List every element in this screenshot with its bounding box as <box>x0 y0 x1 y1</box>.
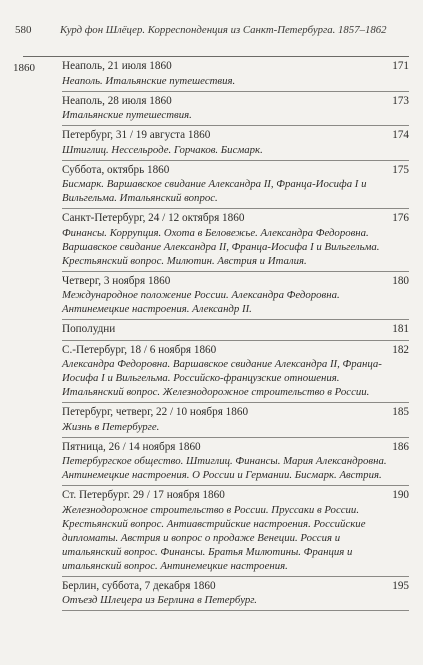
toc-entry[interactable] <box>62 126 409 161</box>
entry-heading <box>62 405 409 420</box>
running-title: Курд фон Шлёцер. Корреспонденция из Санкт-Петербурга. 1857–1862 <box>60 24 387 36</box>
running-header <box>15 24 409 38</box>
entry-description: Петербургское общество. Штиглиц. Финансы. Мария Александровна. Антинемецкие настроения. О России и Германии. Бисмарк. Австрия. <box>62 455 387 481</box>
entry-page-number: 190 <box>392 489 409 501</box>
entry-heading <box>62 211 409 226</box>
toc-entries <box>62 57 409 611</box>
toc-entry[interactable] <box>62 209 409 272</box>
toc-entry[interactable] <box>62 320 409 341</box>
toc-entry[interactable] <box>62 438 409 487</box>
entry-heading <box>62 274 409 289</box>
year-label: 1860 <box>13 62 35 74</box>
entry-description: Международное положение России. Александра Федоровна. Антинемецкие настроения. Александр II. <box>62 289 340 315</box>
entry-title: Ст. Петербург. 29 / 17 ноября 1860 <box>62 489 225 501</box>
entry-page-number: 181 <box>392 323 409 335</box>
toc-entry[interactable] <box>62 577 409 612</box>
entry-page-number: 173 <box>392 94 409 107</box>
entry-title: Петербург, четверг, 22 / 10 ноября 1860 <box>62 406 249 418</box>
entry-description: Александра Федоровна. Варшавское свидание Александра II, Франца-Иосифа I и Вильгельма. Российско-французские отношения. Итальянский вопрос. Железнодорожное строительство в России. <box>62 358 382 398</box>
entry-description: Железнодорожное строительство в России. Пруссаки в России. Крестьянский вопрос. Антиавстрийские настроения. Российские дипломаты. Австрия и вопрос о продаже Венеции. Россия и итальянский вопрос. Финансы. Братья Милютины. Франция и итальянский вопрос. Антинемецкие настроения. <box>62 503 366 572</box>
entry-description: Отъезд Шлецера из Берлина в Петербург. <box>62 594 258 606</box>
entry-description: Итальянские путешествия. <box>62 109 192 121</box>
entry-description: Штиглиц. Нессельроде. Горчаков. Бисмарк. <box>62 143 263 156</box>
entry-page-number: 195 <box>392 579 409 592</box>
entry-title: С.-Петербург, 18 / 6 ноября 1860 <box>62 343 217 356</box>
entry-title: Суббота, октябрь 1860 <box>62 163 170 176</box>
entry-heading <box>62 163 409 178</box>
toc-year-section <box>13 57 409 611</box>
toc-entry[interactable] <box>62 161 409 210</box>
toc-entry[interactable] <box>62 92 409 127</box>
entry-description: Неаполь. Итальянские путешествия. <box>62 74 236 87</box>
entry-title: Неаполь, 28 июля 1860 <box>62 94 172 107</box>
entry-title: Санкт-Петербург, 24 / 12 октября 1860 <box>62 212 245 224</box>
entry-page-number: 182 <box>392 343 409 356</box>
entry-title: Неаполь, 21 июля 1860 <box>62 60 172 72</box>
entry-title: Петербург, 31 / 19 августа 1860 <box>62 129 211 141</box>
entry-page-number: 176 <box>392 212 409 224</box>
entry-heading <box>62 343 409 358</box>
toc-entry[interactable] <box>62 403 409 438</box>
entry-description: Жизнь в Петербурге. <box>62 420 160 433</box>
entry-page-number: 180 <box>392 274 409 287</box>
toc-entry[interactable] <box>62 486 409 577</box>
toc-entry[interactable] <box>62 341 409 404</box>
entry-heading <box>62 94 409 109</box>
entry-page-number: 186 <box>392 440 409 453</box>
entry-title: Пятница, 26 / 14 ноября 1860 <box>62 440 201 453</box>
toc-entry[interactable] <box>62 57 409 92</box>
entry-page-number: 174 <box>392 129 409 141</box>
entry-heading <box>62 579 409 594</box>
entry-heading <box>62 128 409 143</box>
toc-entry[interactable] <box>62 272 409 321</box>
entry-title: Берлин, суббота, 7 декабря 1860 <box>62 579 216 592</box>
entry-page-number: 175 <box>392 163 409 176</box>
entry-heading <box>62 59 409 74</box>
entry-heading <box>62 488 409 503</box>
entry-title: Пополудни <box>62 323 116 335</box>
entry-description: Бисмарк. Варшавское свидание Александра II, Франца-Иосифа I и Вильгельма. Итальянский вопрос. <box>62 178 367 204</box>
table-of-contents <box>13 57 409 611</box>
entry-description: Финансы. Коррупция. Охота в Беловежье. Александра Федоровна. Варшавское свидание Александра II, Франца-Иосифа I и Вильгельма. Крестьянский вопрос. Милютин. Австрия и Италия. <box>62 226 380 267</box>
entry-heading <box>62 322 409 337</box>
page-number: 580 <box>15 24 32 36</box>
entry-page-number: 185 <box>392 406 409 418</box>
entry-heading <box>62 440 409 455</box>
entry-page-number: 171 <box>392 60 409 72</box>
entry-title: Четверг, 3 ноября 1860 <box>62 274 171 287</box>
